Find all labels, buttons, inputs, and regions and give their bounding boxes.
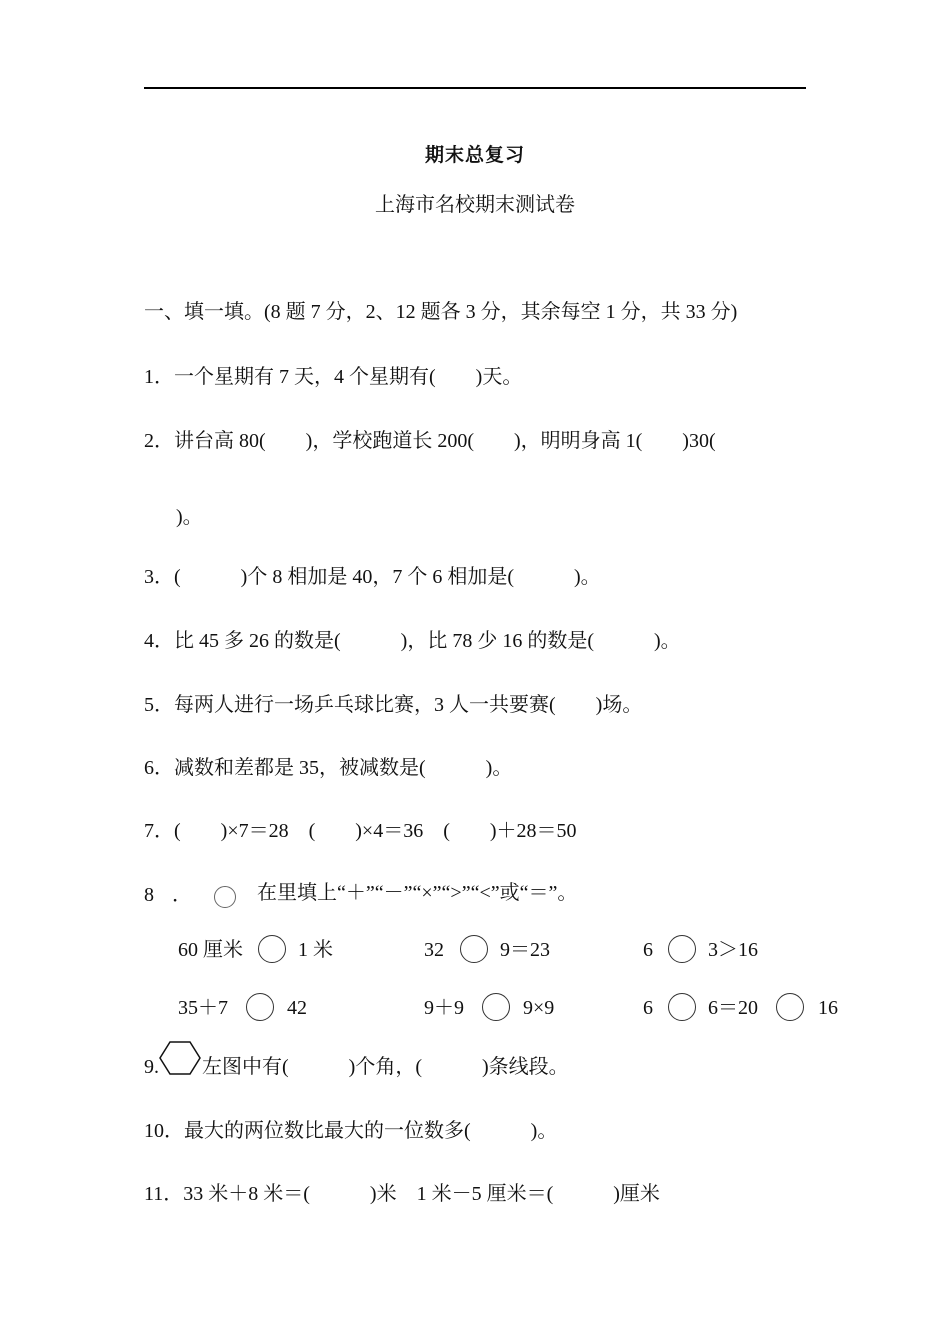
answer-circle-icon [214, 886, 236, 913]
question-10: 10．最大的两位数比最大的一位数多( )。 [144, 1120, 558, 1142]
question-5: 5．每两人进行一场乒乓球比赛，3 人一共要赛( )场。 [144, 694, 643, 716]
question-1: 1．一个星期有 7 天，4 个星期有( )天。 [144, 366, 523, 388]
question-8-dot: ． [172, 884, 192, 906]
hexagon-icon [158, 1040, 202, 1076]
page-subtitle: 上海市名校期末测试卷 [375, 194, 575, 216]
q8-e-circle[interactable] [482, 993, 510, 1021]
question-3: 3．( )个 8 相加是 40，7 个 6 相加是( )。 [144, 566, 601, 588]
question-8-text: 在里填上“＋”“－”“×”“>”“<”或“＝”。 [257, 882, 578, 904]
question-2: 2．讲台高 80( )，学校跑道长 200( )，明明身高 1( )30( [144, 430, 716, 452]
question-9-text: 左图中有( )个角，( )条线段。 [202, 1056, 569, 1078]
q8-a-right: 1 米 [298, 939, 333, 961]
q8-f-left: 6 [643, 997, 653, 1019]
q8-f-right: 16 [818, 997, 838, 1019]
q8-e-right: 9×9 [523, 997, 555, 1019]
q8-e-left: 9＋9 [424, 997, 464, 1019]
q8-b-right: 9＝23 [500, 939, 550, 961]
question-8-number: 8 [144, 884, 154, 906]
q8-a-circle[interactable] [258, 935, 286, 963]
page-title: 期末总复习 [424, 145, 525, 166]
question-11: 11．33 米＋8 米＝( )米 1 米－5 厘米＝( )厘米 [144, 1183, 660, 1205]
question-6: 6．减数和差都是 35，被减数是( )。 [144, 757, 513, 779]
q8-d-right: 42 [287, 997, 307, 1019]
q8-c-left: 6 [643, 939, 653, 961]
q8-b-left: 32 [424, 939, 444, 961]
q8-f-circle-2[interactable] [776, 993, 804, 1021]
q8-d-left: 35＋7 [178, 997, 228, 1019]
question-7: 7．( )×7＝28 ( )×4＝36 ( )＋28＝50 [144, 820, 577, 842]
q8-f-mid: 6＝20 [708, 997, 758, 1019]
question-2-continued: )。 [176, 506, 203, 528]
q8-c-circle[interactable] [668, 935, 696, 963]
section-heading: 一、填一填。(8 题 7 分，2、12 题各 3 分，其余每空 1 分，共 33 分) [144, 301, 738, 323]
q8-b-circle[interactable] [460, 935, 488, 963]
q8-a-left: 60 厘米 [178, 939, 243, 961]
q8-f-circle-1[interactable] [668, 993, 696, 1021]
q8-d-circle[interactable] [246, 993, 274, 1021]
header-rule [144, 87, 806, 89]
q8-c-right: 3＞16 [708, 939, 758, 961]
question-4: 4．比 45 多 26 的数是( )，比 78 少 16 的数是( )。 [144, 630, 681, 652]
question-9-number: 9. [144, 1056, 159, 1078]
